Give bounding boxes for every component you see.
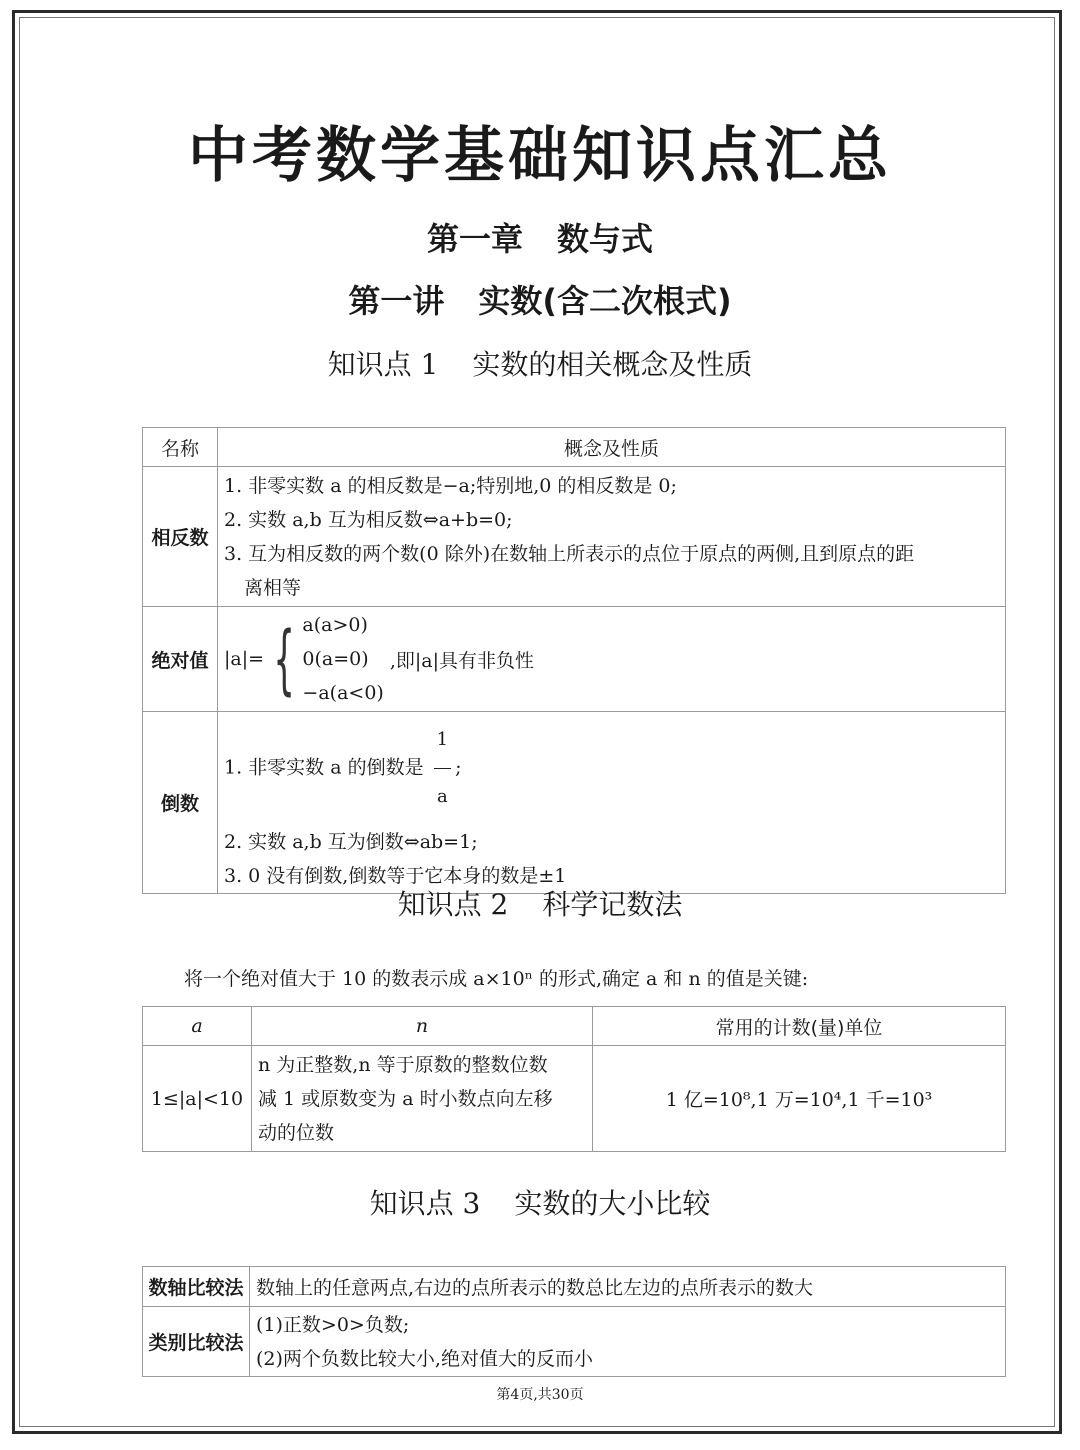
kp1-label: 知识点 1 [327, 348, 439, 381]
chapter-label: 第一章 [426, 220, 523, 258]
row-label-category: 类别比较法 [143, 1307, 250, 1377]
table-row [143, 607, 1006, 712]
kp2-header-n: n [252, 1007, 593, 1046]
absolute-prefix: |a|= [224, 648, 265, 670]
kp3-label: 知识点 3 [369, 1187, 481, 1220]
row-label-opposite: 相反数 [143, 467, 218, 607]
kp2-table [142, 1006, 1006, 1152]
kp2-cell-a: 1≤|a|<10 [143, 1046, 252, 1152]
brace-icon: { [273, 614, 296, 703]
kp1-header-concept: 概念及性质 [218, 428, 1006, 467]
table-row [143, 712, 1006, 894]
kp2-header-a: a [143, 1007, 252, 1046]
reciprocal-line-1-text: 1. 非零实数 a 的倒数是 [224, 756, 424, 779]
lecture-name: 实数(含二次根式) [478, 282, 732, 320]
kp2-cell-units: 1 亿=10⁸,1 万=10⁴,1 千=10³ [593, 1046, 1006, 1152]
kp1-heading [0, 343, 1080, 383]
opposite-line-4: 离相等 [244, 576, 302, 599]
table-row [143, 1267, 1006, 1307]
page-footer: 第4页,共30页 [496, 1387, 584, 1403]
fraction-numerator: 1 [434, 712, 451, 769]
kp1-name: 实数的相关概念及性质 [472, 348, 753, 381]
kp1-table [142, 427, 1006, 894]
kp2-header-units: 常用的计数(量)单位 [593, 1007, 1006, 1046]
absolute-case-1: a(a>0) [302, 614, 368, 636]
table-row [143, 1046, 1006, 1152]
fraction-denominator: a [436, 786, 448, 807]
reciprocal-line-1-end: ; [455, 756, 462, 779]
reciprocal-line-3: 3. 0 没有倒数,倒数等于它本身的数是±1 [224, 865, 567, 887]
absolute-value-definition [224, 608, 534, 710]
table-row [143, 467, 1006, 607]
axis-text: 数轴上的任意两点,右边的点所表示的数总比左边的点所表示的数大 [250, 1267, 1006, 1307]
category-line-2: (2)两个负数比较大小,绝对值大的反而小 [256, 1347, 593, 1370]
chapter-heading [0, 214, 1080, 260]
category-line-1: (1)正数>0>负数; [256, 1313, 410, 1336]
lecture-heading [0, 276, 1080, 322]
chapter-name: 数与式 [557, 220, 654, 258]
row-label-axis: 数轴比较法 [143, 1267, 250, 1307]
lecture-label: 第一讲 [348, 282, 445, 320]
kp2-intro: 将一个绝对值大于 10 的数表示成 a×10ⁿ 的形式,确定 a 和 n 的值是关键: [184, 968, 809, 990]
reciprocal-line-2: 2. 实数 a,b 互为倒数⇔ab=1; [224, 831, 478, 853]
opposite-line-1: 1. 非零实数 a 的相反数是−a;特别地,0 的相反数是 0; [224, 474, 677, 497]
absolute-suffix: ,即|a|具有非负性 [389, 649, 535, 672]
kp2-name: 科学记数法 [542, 888, 683, 921]
kp2-label: 知识点 2 [397, 888, 509, 921]
kp2-n-line-2: 减 1 或原数变为 a 时小数点向左移 [258, 1087, 553, 1110]
kp3-table [142, 1266, 1006, 1377]
opposite-line-2: 2. 实数 a,b 互为相反数⇔a+b=0; [224, 508, 513, 531]
row-label-reciprocal: 倒数 [143, 712, 218, 894]
table-row [143, 1307, 1006, 1377]
opposite-line-3: 3. 互为相反数的两个数(0 除外)在数轴上所表示的点位于原点的两侧,且到原点的距 [224, 542, 915, 565]
kp2-heading [0, 883, 1080, 923]
kp1-header-name: 名称 [143, 428, 218, 467]
absolute-case-2: 0(a=0) [302, 648, 369, 670]
kp3-heading [0, 1182, 1080, 1222]
absolute-case-3: −a(a<0) [302, 682, 384, 704]
kp3-name: 实数的大小比较 [514, 1187, 711, 1220]
reciprocal-line-1 [224, 712, 999, 825]
kp2-n-line-3: 动的位数 [258, 1121, 335, 1144]
kp2-n-line-1: n 为正整数,n 等于原数的整数位数 [258, 1053, 548, 1076]
reciprocal-fraction [434, 712, 451, 825]
page-title: 中考数学基础知识点汇总 [188, 121, 892, 191]
row-label-absolute: 绝对值 [143, 607, 218, 712]
